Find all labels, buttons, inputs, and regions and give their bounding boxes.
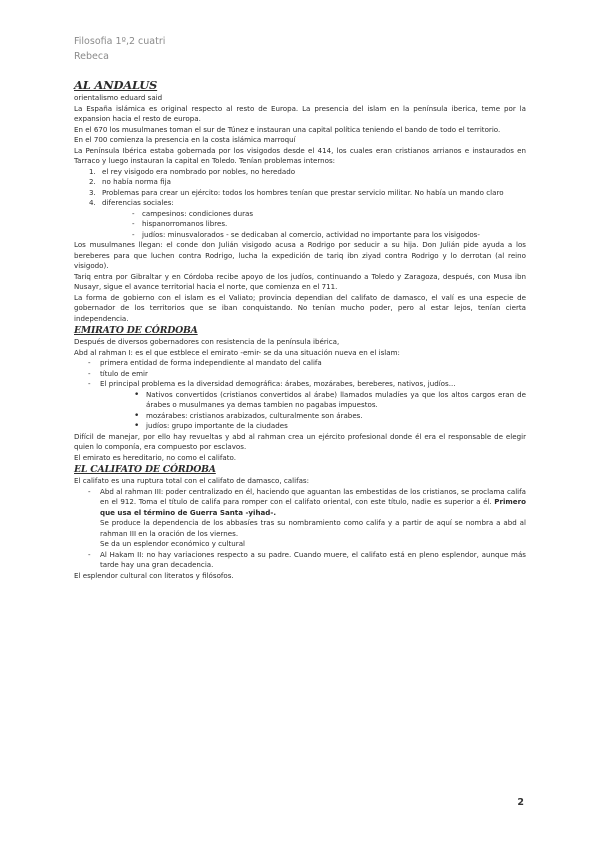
list-item-text: Abd al rahman III: poder centralizado en él, haciendo que aguantan las embestidas de los cristianos, se proclama califa en el 912. Toma el título de califa para romper con el califato oriental, con este título, nadie es superior a él. (100, 486, 526, 506)
paragraph: El emirato es hereditario, no como el califato. (74, 452, 236, 462)
list-item (100, 487, 526, 519)
list-item: - primera entidad de forma independiente al mandato del califa (100, 358, 526, 369)
emphasis-text: Primero que usa el término de Guerra Santa -yihad-. (100, 497, 526, 517)
paragraph: Después de diversos gobernadores con resistencia de la península ibérica, (74, 337, 340, 346)
paragraph: Los musulmanes llegan: el conde don Julián visigodo acusa a Rodrigo por seducir a su hija. Don Julián pide ayuda a los bereberes para que luchen contra Rodrigo, lucha la expedición de tariq ibn ziyad contra Rodrigo y lo derrotan (al reino visigodo). (74, 240, 526, 270)
list-item: - título de emir (100, 369, 526, 380)
list-item: - hispanorromanos libres. (142, 219, 526, 230)
list-item: 2. no había norma fija (98, 177, 526, 188)
section-title-al-andalus: AL ANDALUS (74, 78, 158, 92)
paragraph: La forma de gobierno con el islam es el Valiato; provincia dependian del califato de damasco, el valí es una especie de gobernador de los territorios que se iban conquistando. No tenían mucho poder, pero al estar lejos, tenían cierta independencia. (74, 292, 526, 323)
paragraph: Abd al rahman I: es el que estblece el emirato -emir- se da una situación nueva en el islam: (74, 347, 400, 357)
paragraph: Difícil de manejar, por ello hay revueltas y abd al rahman crea un ejército profesional donde él era el responsable de elegir quien lo componía, era compuesto por esclavos. (74, 431, 526, 451)
list-item: • judíos: grupo importante de la ciudades (146, 421, 526, 432)
califas-list (74, 487, 526, 519)
paragraph: La España islámica es original respecto al resto de Europa. La presencia del islam en la península iberica, teme por la expansion hacia el resto de europa. (74, 103, 526, 123)
list-item: • mozárabes: cristianos arabizados, culturalmente son árabes. (146, 411, 526, 422)
section-title-emirato: EMIRATO DE CÓRDOBA (74, 325, 198, 336)
paragraph: La Península Ibérica estaba gobernada por los visigodos desde el 414, los cuales eran cristianos arrianos e instaurados en Tarraco y luego instauran la capital en Toledo. Tenían problemas internos: (74, 145, 526, 165)
header-author: Rebeca (74, 51, 109, 62)
header-course: Filosofia 1º,2 cuatri (74, 36, 166, 47)
demographic-groups-list (74, 390, 526, 432)
list-item: 3. Problemas para crear un ejército: todos los hombres tenían que prestar servicio militar. No había un mando claro (98, 188, 526, 199)
page-number: 2 (517, 797, 524, 808)
document-body (74, 78, 526, 581)
paragraph: orientalismo eduard said (74, 93, 163, 102)
list-item: 1. el rey visigodo era nombrado por nobles, no heredado (98, 167, 526, 178)
paragraph: Se da un esplendor económico y cultural (100, 539, 246, 548)
list-item: - judíos: minusvalorados - se dedicaban al comercio, actividad no importante para los visigodos- (142, 230, 526, 241)
list-item: - El principal problema es la diversidad demográfica: árabes, mozárabes, bereberes, nativos, judíos... (100, 379, 526, 390)
paragraph: El esplendor cultural con literatos y filósofos. (74, 570, 234, 580)
list-item: • Nativos convertidos (cristianos convertidos al árabe) llamados muladíes ya que los altos cargos eran de árabes o musulmanes ya demas tambien no pagabas impuestos. (146, 390, 526, 411)
list-item: - Al Hakam II: no hay variaciones respecto a su padre. Cuando muere, el califato está en pleno esplendor, aunque más tarde hay una gran decadencia. (100, 550, 526, 571)
list-item: - campesinos: condiciones duras (142, 209, 526, 220)
paragraph: Se produce la dependencia de los abbasíes tras su nombramiento como califa y a partir de aquí se nombra a abd al rahman III en la oración de los viernes. (100, 518, 526, 538)
paragraph: En el 670 los musulmanes toman el sur de Túnez e instauran una capital política teniendo el bando de todo el territorio. (74, 124, 501, 134)
paragraph: El califato es una ruptura total con el califato de damasco, califas: (74, 476, 309, 485)
social-differences-list (102, 209, 526, 241)
emirato-list (74, 358, 526, 390)
paragraph: En el 700 comienza la presencia en la costa islámica marroquí (74, 135, 296, 144)
list-item (98, 198, 526, 240)
paragraph: Tariq entra por Gibraltar y en Córdoba recibe apoyo de los judíos, continuando a Toledo y Zaragoza, después, con Musa ibn Nusayr, sigue el avance territorial hacia el norte, que comienza en el 711. (74, 271, 526, 291)
califas-list-cont (74, 550, 526, 571)
internal-problems-list (74, 167, 526, 241)
list-item-text: diferencias sociales: (102, 198, 174, 207)
section-title-califato: EL CALIFATO DE CÓRDOBA (74, 464, 216, 475)
